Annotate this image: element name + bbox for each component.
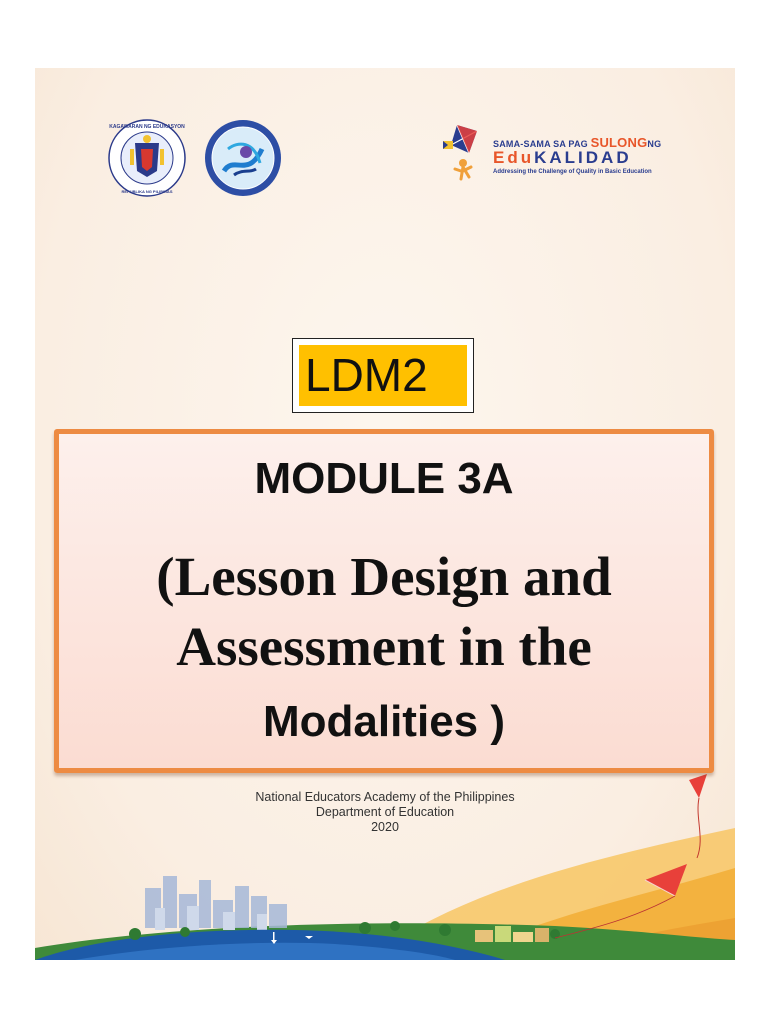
department-name: Department of Education (315, 805, 455, 819)
module-title-box (54, 429, 714, 773)
deped-seal-icon (108, 119, 186, 197)
publication-year: 2020 (371, 820, 399, 834)
document-page (35, 68, 735, 960)
edukalidad-kite-icon (441, 121, 493, 187)
module-subtitle-line: Assessment in the (176, 616, 592, 677)
edukalidad-subtitle: Addressing the Challenge of Quality in Basic Education (493, 169, 652, 175)
ldm-label: LDM2 (299, 345, 467, 406)
module-subtitle-line: Modalities ) (262, 697, 506, 746)
edukalidad-wordmark: EduKALIDAD (493, 148, 632, 167)
neap-seal-icon (204, 119, 282, 197)
module-subtitle-line: (Lesson Design and (156, 546, 612, 607)
academy-name: National Educators Academy of the Philippines (255, 790, 515, 804)
ldm-tag (292, 338, 474, 413)
svg-text:KAGAWARAN NG EDUKASYON: KAGAWARAN NG EDUKASYON (109, 124, 185, 130)
module-number: MODULE 3A (254, 454, 514, 503)
edukalidad-tagline: SAMA-SAMA SA PAG SULONGNG (493, 135, 662, 150)
edukalidad-logo (441, 121, 671, 187)
module-subtitle (59, 542, 709, 682)
publisher-credits (35, 790, 735, 835)
svg-text:REPUBLIKA NG PILIPINAS: REPUBLIKA NG PILIPINAS (121, 189, 173, 194)
